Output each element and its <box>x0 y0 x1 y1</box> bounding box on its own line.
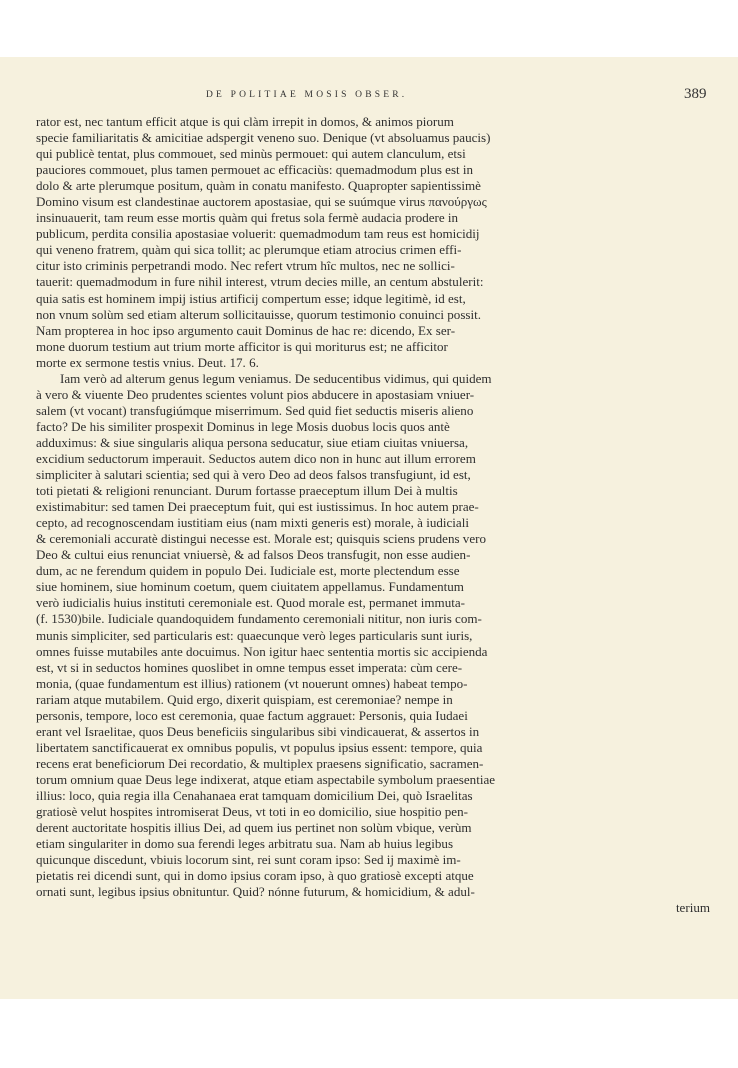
text-line: citur isto criminis perpetrandi modo. Nec refert vtrum hîc multos, nec ne sollici- <box>36 258 455 274</box>
text-line: facto? De his similiter prospexit Dominus in lege Mosis duobus locis quos antè <box>36 418 450 434</box>
text-line: morte ex sermone testis vnius. Deut. 17. 6. <box>36 354 259 370</box>
text-line: à vero & viuente Deo prudentes scientes volunt pios abducere in apostasiam vniuer- <box>36 386 475 402</box>
text-line: specie familiaritatis & amicitiae adspergit veneno suo. Denique (vt absoluamus paucis) <box>36 130 491 146</box>
page-number: 389 <box>684 86 707 102</box>
text-line: adduximus: & siue singularis aliqua persona seducatur, siue etiam ciuitas vniuersa, <box>36 434 469 450</box>
paragraph <box>36 371 710 901</box>
text-line: salem (vt vocant) transfugiúmque miserrimum. Sed quid fiet seductis miseris alieno <box>36 402 474 418</box>
text-line: (f. 1530)bile. Iudiciale quandoquidem fundamento ceremoniali nititur, non iuris com- <box>36 611 482 627</box>
text-line: cepto, ad recognoscendam iustitiam eius (nam mixti generis est) morale, à iudiciali <box>36 515 469 531</box>
text-line: pietatis rei dicendi sunt, qui in domo ipsius coram ipso, à quo gratiosè excepti atque <box>36 868 474 884</box>
text-line: dum, ac ne ferendum quidem in populo Dei. Iudiciale est, morte plectendum esse <box>36 563 460 579</box>
text-line: Iam verò ad alterum genus legum veniamus. De seducentibus vidimus, qui quidem <box>60 370 492 386</box>
text-line: Nam propterea in hoc ipso argumento cauit Dominus de hac re: dicendo, Ex ser- <box>36 322 456 338</box>
text-line: personis, tempore, loco est ceremonia, quae factum aggrauet: Personis, quia Iudaei <box>36 707 468 723</box>
text-line: pauciores commouet, plus tamen permouet ac efficaciùs: quemadmodum plus est in <box>36 162 474 178</box>
text-line: insinuauerit, tam reum esse mortis quàm qui fretus sola fermè audacia prodere in <box>36 210 459 226</box>
text-line: quia satis est hominem impij istius artificij compertum esse; idque legitimè, id est, <box>36 290 466 306</box>
text-line: est, vt si in seductos homines quoslibet in omne tempus esset imperata: cùm cere- <box>36 659 463 675</box>
text-line: munis simpliciter, sed particularis est: quaecunque verò leges particularis sunt iuris, <box>36 627 473 643</box>
text-line: illius: loco, quia regia illa Cenahanaea erat tamquam domicilium Dei, quò Israelitas <box>36 787 473 803</box>
text-line: simpliciter à salutari scientia; sed qui à vero Deo ad deos falsos transfugiunt, id est, <box>36 467 471 483</box>
text-line: rariam atque mutabilem. Quid ergo, dixerit quispiam, est ceremoniae? nempe in <box>36 691 453 707</box>
page-header <box>0 86 738 106</box>
paragraph <box>36 114 710 371</box>
text-line: rator est, nec tantum efficit atque is qui clàm irrepit in domos, & animos piorum <box>36 114 454 129</box>
text-line: non vnum solùm sed etiam alterum sollicitauisse, quorum testimonio conuinci possit. <box>36 306 481 322</box>
text-line: mone duorum testium aut trium morte afficitor is qui moriturus est; ne afficitor <box>36 338 448 354</box>
text-line: libertatem sanctificauerat ex omnibus populis, vt populus ipsius essent: tempore, quia <box>36 739 483 755</box>
text-line: existimabitur: sed tamen Dei praeceptum fuit, qui est iustissimus. In hoc autem prae- <box>36 499 479 515</box>
text-line: torum omnium quae Deus lege indixerat, atque etiam aspectabile symbolum praesentiae <box>36 771 496 787</box>
text-line: erant vel Israelitae, quos Deus beneficiis singularibus sibi vindicauerat, & assertos in <box>36 723 480 739</box>
text-line: siue hominem, siue hominum coetum, quem ciuitatem appellamus. Fundamentum <box>36 579 464 595</box>
text-line: verò iudicialis huius instituti ceremoniale est. Quod morale est, permanet immuta- <box>36 595 465 611</box>
text-line: quicunque discedunt, vbiuis locorum sint, rei sunt coram ipso: Sed ij maximè im- <box>36 852 461 868</box>
text-line: qui publicè tentat, plus commouet, sed minùs permouet: qui autem clanculum, etsi <box>36 146 466 162</box>
running-head: DE POLITIAE MOSIS OBSER. <box>206 90 408 100</box>
catchword: terium <box>675 900 710 916</box>
text-line: publicum, perdita consilia apostasiae voluerit: quemadmodum tam reus est homicidij <box>36 226 480 242</box>
text-line: Domino visum est clandestinae auctorem apostasiae, qui se suúmque virus πανούργως <box>36 194 487 210</box>
text-line: toti pietati & religioni renunciant. Durum fortasse praeceptum illum Dei à multis <box>36 483 458 499</box>
text-line: & ceremoniali accuratè distingui necesse est. Morale est; quisquis sciens prudens vero <box>36 531 486 547</box>
text-line: recens erat beneficiorum Dei recordatio, & multiplex praesens significatio, sacramen- <box>36 755 484 771</box>
body-text <box>36 114 710 916</box>
text-line: derent auctoritate hospitis illius Dei, ad quem ius pertinet non solùm vbique, verùm <box>36 820 472 836</box>
text-line: excidium seductorum imperauit. Seductos autem dico non in hunc aut illum errorem <box>36 450 476 466</box>
text-line: dolo & arte plerumque positum, quàm in conatu manifesto. Quapropter sapientissimè <box>36 178 481 194</box>
text-line: gratiosè velut hospites intromiserat Deus, vt toti in eo domicilio, siue hospitio pen- <box>36 804 468 820</box>
text-line: Deo & cultui eius renunciat vniuersè, & ad falsos Deos transfugit, non esse audien- <box>36 547 471 563</box>
text-line: qui veneno fratrem, quàm qui sica tollit; ac plerumque etiam atrocius crimen effi- <box>36 242 462 258</box>
text-line: tauerit: quemadmodum in fure nihil interest, vtrum decies mille, an centum abstulerit: <box>36 274 484 290</box>
text-line: monia, (quae fundamentum est illius) rationem (vt nouerunt omnes) habeat tempo- <box>36 675 468 691</box>
text-line: omnes fuisse mutabiles ante docuimus. Non igitur haec sententia mortis sic accipienda <box>36 643 488 659</box>
text-line: ornati sunt, legibus ipsius obnituntur. Quid? nónne futurum, & homicidium, & adul- <box>36 884 475 900</box>
text-line: etiam singulariter in domo sua ferendi leges arbitratu sua. Nam ab huius legibus <box>36 836 454 852</box>
